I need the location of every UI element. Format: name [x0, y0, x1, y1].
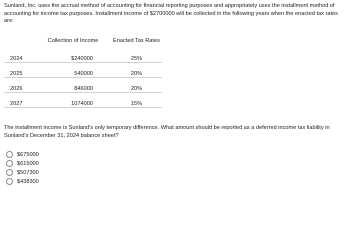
tax-rate-table [4, 38, 162, 108]
answer-option-label: $507300 [17, 169, 39, 176]
table-header-row [4, 38, 162, 48]
answer-option-label: $438300 [17, 178, 39, 185]
table-row [4, 93, 162, 108]
header-collection-of-income: Collection of Income [47, 38, 99, 44]
header-enacted-tax-rates: Enacted Tax Rates [113, 38, 160, 44]
year-cell: 2024 [4, 48, 35, 63]
radio-button-icon[interactable] [6, 178, 13, 185]
year-cell: 2027 [4, 93, 35, 108]
rate-cell: 25% [111, 48, 162, 63]
answer-option-label: $615000 [17, 160, 39, 167]
year-cell: 2025 [4, 63, 35, 78]
header-year [4, 38, 35, 48]
radio-button-icon[interactable] [6, 160, 13, 167]
answer-option[interactable] [6, 150, 39, 159]
year-cell: 2026 [4, 78, 35, 93]
answer-option[interactable] [6, 177, 39, 186]
table-row [4, 63, 162, 78]
income-cell: 846000 [35, 78, 111, 93]
table-row [4, 48, 162, 63]
problem-intro: Sunland, Inc. uses the accrual method of accounting for financial reporting purposes and appropriately uses the installment method of accounting for income tax purposes. Installment income of $2700000 will be collected in the following years when the enacted tax rates are: [4, 3, 338, 25]
rate-cell: 20% [111, 78, 162, 93]
question-text: The installment income is Sunland's only temporary difference. What amount should be reported as a deferred income tax liability in Sunland's December 31, 2024 balance sheet? [4, 125, 330, 139]
answer-option-label: $675000 [17, 151, 39, 158]
answer-option[interactable] [6, 159, 39, 168]
radio-button-icon[interactable] [6, 151, 13, 158]
answer-options [6, 150, 39, 186]
income-cell: $240000 [35, 48, 111, 63]
radio-button-icon[interactable] [6, 169, 13, 176]
rate-cell: 15% [111, 93, 162, 108]
income-cell: 1074000 [35, 93, 111, 108]
table-row [4, 78, 162, 93]
income-cell: 540000 [35, 63, 111, 78]
rate-cell: 20% [111, 63, 162, 78]
answer-option[interactable] [6, 168, 39, 177]
